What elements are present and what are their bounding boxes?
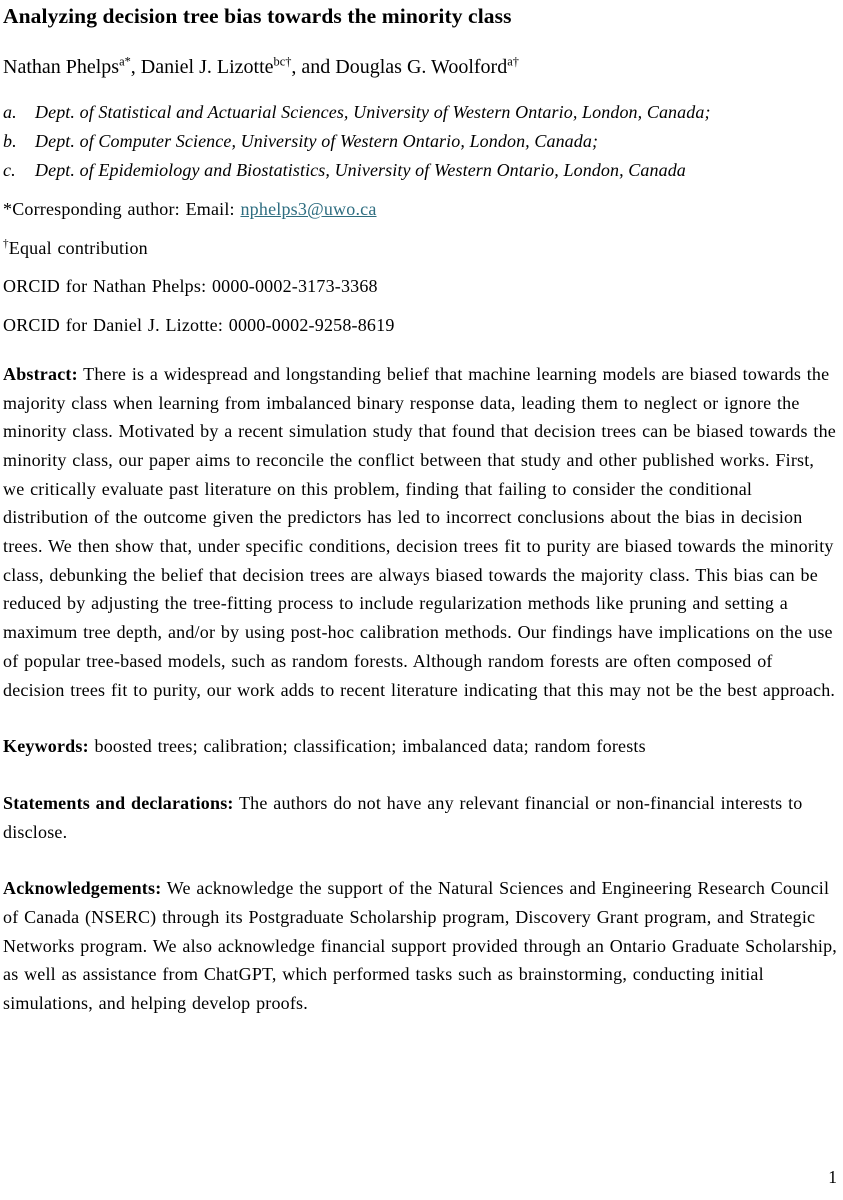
abstract-label: Abstract: <box>3 363 78 384</box>
statements-text: The authors do not have any relevant financial or non-financial interests to disclose. <box>3 792 803 842</box>
affiliation-b-text: Dept. of Computer Science, University of Western Ontario, London, Canada; <box>35 131 599 151</box>
paper-title: Analyzing decision tree bias towards the minority class <box>3 4 512 28</box>
affiliation-list <box>3 98 839 185</box>
dagger-mark: † <box>3 237 9 250</box>
author-2-affiliation-marks: bc† <box>273 54 292 69</box>
acknowledgements-label: Acknowledgements: <box>3 878 162 899</box>
keywords-text: boosted trees; calibration; classification; imbalanced data; random forests <box>88 736 646 757</box>
keywords-line <box>3 732 839 761</box>
affiliation-b <box>3 127 839 156</box>
orcid-line-phelps: ORCID for Nathan Phelps: 0000-0002-3173-3368 <box>3 276 378 297</box>
author-3: , and Douglas G. Woolford <box>291 56 508 78</box>
affiliation-c <box>3 156 839 185</box>
page-number: 1 <box>828 1167 837 1187</box>
author-1: Nathan Phelps <box>3 56 120 78</box>
keywords-label: Keywords: <box>3 736 89 757</box>
affiliation-c-marker: c. <box>3 160 16 180</box>
affiliation-a <box>3 98 839 127</box>
acknowledgements-text: We acknowledge the support of the Natural Sciences and Engineering Research Council of Canada (NSERC) through its Postgraduate Scholarship program, Discovery Grant program, and Strategic Networks program. We also acknowledge financial support provided through an Ontario Graduate Scholarship, as well as assistance from ChatGPT, which performed tasks such as brainstorming, conducting initial simulations, and helping develop proofs. <box>3 878 837 1014</box>
statements-paragraph <box>3 789 839 846</box>
abstract-text: There is a widespread and longstanding belief that machine learning models are biased towards the majority class when learning from imbalanced binary response data, leading them to neglect or ignore the minority class. Motivated by a recent simulation study that found that decision trees can be biased towards the minority class, our paper aims to reconcile the conflict between that study and other published works. First, we critically evaluate past literature on this problem, finding that failing to consider the conditional distribution of the outcome given the predictors has led to incorrect conclusions about the bias in decision trees. We then show that, under specific conditions, decision trees fit to purity are biased towards the minority class, debunking the belief that decision trees are always biased towards the majority class. This bias can be reduced by adjusting the tree-fitting process to include regularization methods like pruning and setting a maximum tree depth, and/or by using post-hoc calibration methods. Our findings have implications on the use of popular tree-based models, such as random forests. Although random forests are often composed of decision trees fit to purity, our work adds to recent literature indicating that this may not be the best approach. <box>3 363 837 700</box>
author-1-affiliation-marks: a* <box>119 54 131 69</box>
statements-label: Statements and declarations: <box>3 792 234 813</box>
orcid-line-lizotte: ORCID for Daniel J. Lizotte: 0000-0002-9258-8619 <box>3 315 395 336</box>
author-3-affiliation-marks: a† <box>507 54 519 69</box>
corresponding-email-link[interactable]: nphelps3@uwo.ca <box>240 199 377 219</box>
affiliation-c-text: Dept. of Epidemiology and Biostatistics, University of Western Ontario, London, Canada <box>35 160 686 180</box>
equal-contribution-text: Equal contribution <box>8 237 148 258</box>
corresponding-author-line <box>3 195 839 224</box>
equal-contribution-line <box>3 234 839 263</box>
affiliation-b-marker: b. <box>3 131 17 151</box>
author-line <box>3 52 839 82</box>
affiliation-a-text: Dept. of Statistical and Actuarial Sciences, University of Western Ontario, London, Canada; <box>35 102 711 122</box>
corresponding-author-prefix: *Corresponding author: Email: <box>3 199 241 219</box>
author-2: , Daniel J. Lizotte <box>130 56 274 78</box>
abstract-paragraph <box>3 360 839 704</box>
affiliation-a-marker: a. <box>3 102 17 122</box>
acknowledgements-paragraph <box>3 874 839 1018</box>
